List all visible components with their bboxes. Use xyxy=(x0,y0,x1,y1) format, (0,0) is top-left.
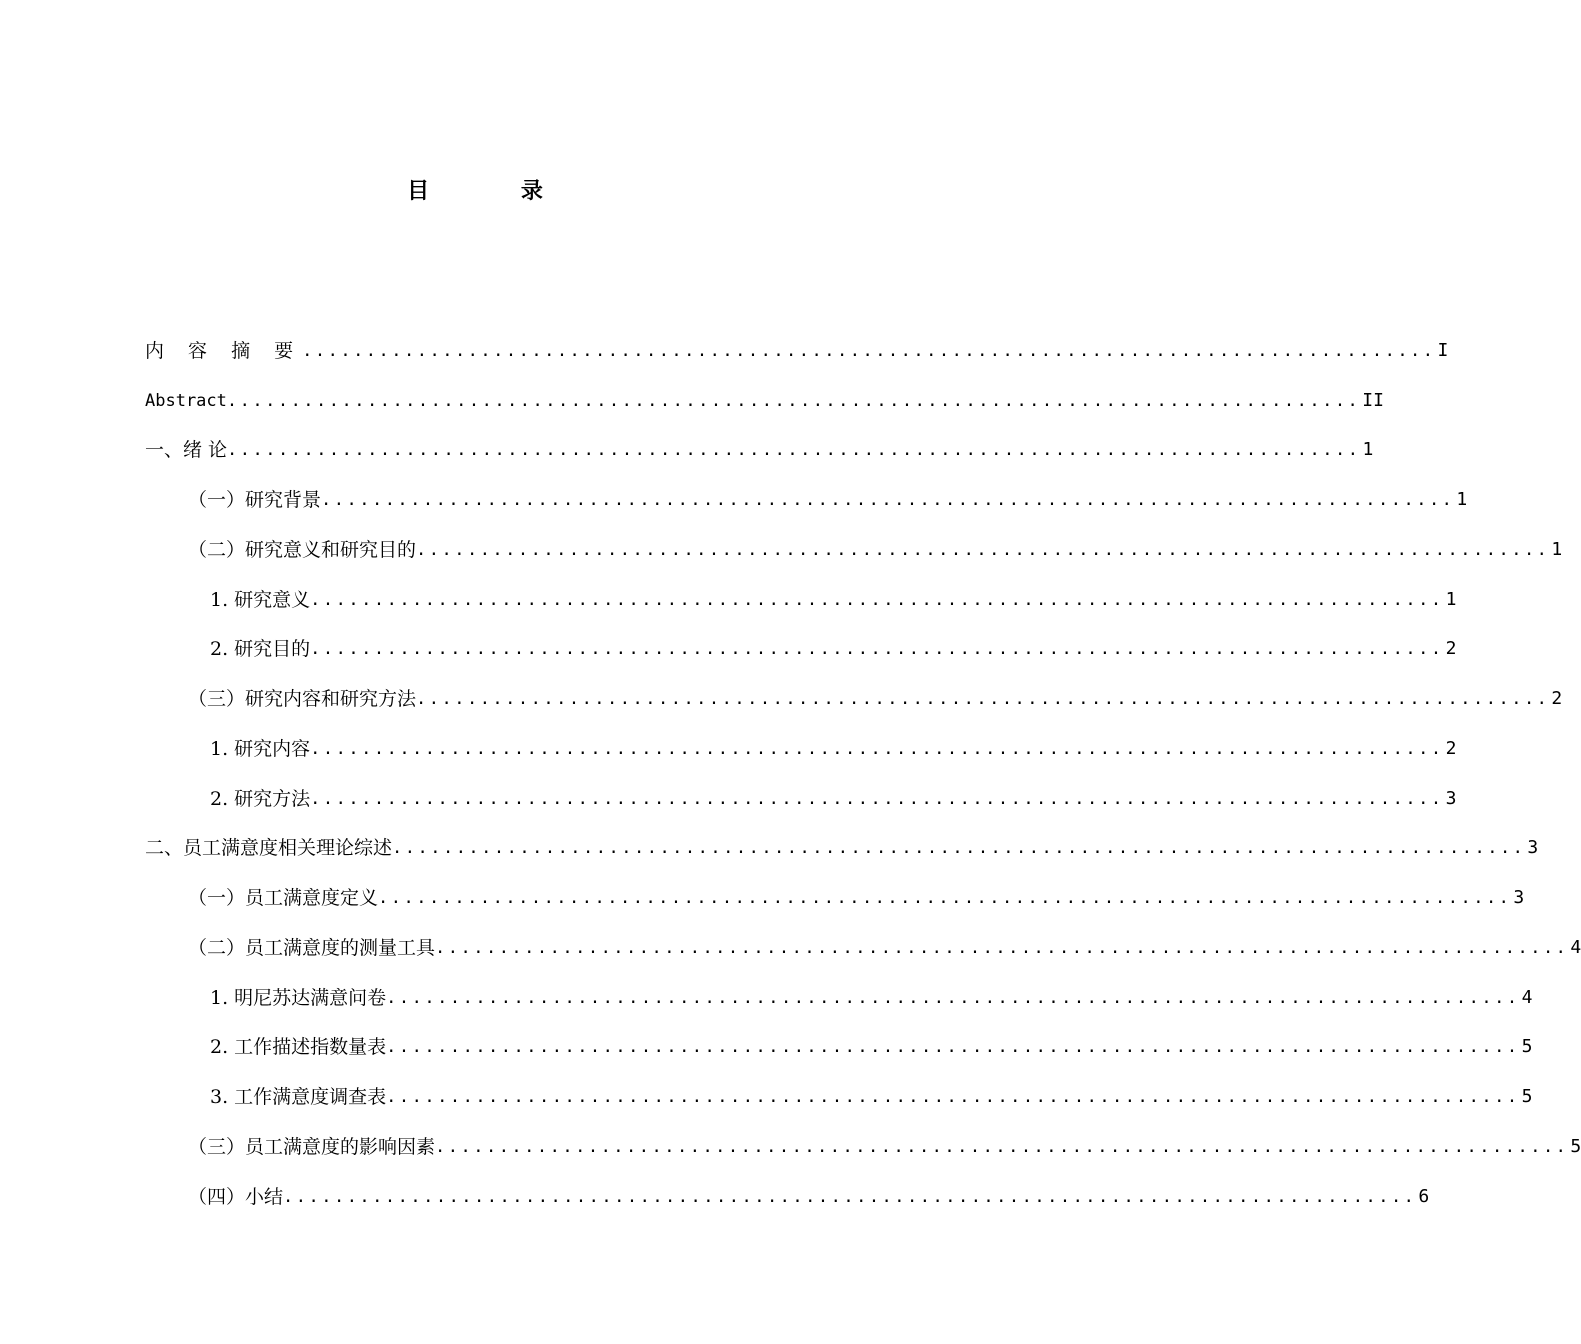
toc-entry-page: 5 xyxy=(1521,1086,1533,1107)
toc-entry-label: 3. 工作满意度调查表 xyxy=(210,1086,387,1108)
toc-entry-chapter-2[interactable] xyxy=(0,814,1539,862)
toc-leader-dots: ......................................................................................... xyxy=(310,639,1444,659)
toc-entry-page: 3 xyxy=(1527,837,1539,858)
toc-entry-1-2-1[interactable] xyxy=(0,566,1457,614)
toc-entry-page: 1 xyxy=(1362,439,1374,460)
toc-entry-page: 2 xyxy=(1445,638,1457,659)
toc-entry-label: Abstract xyxy=(145,391,227,411)
toc-entry-label: 1. 研究内容 xyxy=(210,738,311,760)
toc-entry-page: 3 xyxy=(1513,887,1525,908)
toc-entry-label: （二）研究意义和研究目的 xyxy=(188,539,417,561)
toc-entry-page: 3 xyxy=(1445,788,1457,809)
toc-entry-label: 2. 研究目的 xyxy=(210,638,311,660)
toc-entry-abstract-cn[interactable] xyxy=(0,317,1449,365)
toc-entry-page: 5 xyxy=(1570,1136,1581,1157)
toc-entry-label: （四）小结 xyxy=(188,1186,284,1208)
toc-entry-label: 2. 研究方法 xyxy=(210,788,311,810)
toc-entry-page: 4 xyxy=(1521,987,1533,1008)
toc-entry-abstract-en[interactable] xyxy=(0,367,1384,415)
toc-entry-page: 1 xyxy=(1551,539,1563,560)
toc-leader-dots: ......................................................................................... xyxy=(226,391,1361,411)
toc-entry-label: （二）员工满意度的测量工具 xyxy=(188,937,436,959)
toc-entry-2-1[interactable] xyxy=(0,864,1525,912)
toc-entry-label: （一）员工满意度定义 xyxy=(188,887,379,909)
toc-entry-chapter-1[interactable] xyxy=(0,416,1374,464)
page-title: 目 录 xyxy=(407,179,585,204)
toc-leader-dots: ......................................................................................... xyxy=(386,1087,1520,1107)
toc-leader-dots: ......................................................................................... xyxy=(416,689,1550,709)
toc-entry-label: （一）研究背景 xyxy=(188,489,322,511)
toc-entry-2-2[interactable] xyxy=(0,914,1581,962)
toc-leader-dots: ......................................................................................... xyxy=(386,1037,1520,1057)
toc-entry-label: 1. 研究意义 xyxy=(210,589,311,611)
toc-entry-1-3-1[interactable] xyxy=(0,715,1457,763)
toc-entry-2-3[interactable] xyxy=(0,1113,1581,1161)
toc-entry-page: I xyxy=(1437,340,1449,361)
toc-entry-1-3-2[interactable] xyxy=(0,765,1457,813)
toc-entry-1-2-2[interactable] xyxy=(0,615,1457,663)
toc-leader-dots: ......................................................................................... xyxy=(310,789,1444,809)
toc-entry-1-2[interactable] xyxy=(0,516,1563,564)
toc-entry-label: 内 容 摘 要 xyxy=(145,340,303,362)
toc-leader-dots: ......................................................................................... xyxy=(227,440,1361,460)
toc-entry-label: （三）研究内容和研究方法 xyxy=(188,688,417,710)
toc-leader-dots: ......................................................................................... xyxy=(302,341,1436,361)
toc-leader-dots: ......................................................................................... xyxy=(392,838,1526,858)
toc-entry-page: 1 xyxy=(1445,589,1457,610)
toc-entry-label: 1. 明尼苏达满意问卷 xyxy=(210,987,387,1009)
toc-entry-page: II xyxy=(1362,390,1384,411)
toc-entry-label: 2. 工作描述指数量表 xyxy=(210,1036,387,1058)
toc-leader-dots: ......................................................................................... xyxy=(283,1187,1417,1207)
toc-leader-dots: ......................................................................................... xyxy=(310,590,1444,610)
toc-leader-dots: ......................................................................................... xyxy=(435,1137,1569,1157)
toc-entry-label: 一、绪 论 xyxy=(145,439,228,461)
toc-leader-dots: ......................................................................................... xyxy=(435,938,1569,958)
toc-leader-dots: ......................................................................................... xyxy=(386,988,1520,1008)
toc-entry-label: 二、员工满意度相关理论综述 xyxy=(145,837,393,859)
toc-entry-2-4[interactable] xyxy=(0,1163,1430,1211)
toc-entry-page: 2 xyxy=(1551,688,1563,709)
toc-entry-page: 1 xyxy=(1456,489,1468,510)
toc-entry-label: （三）员工满意度的影响因素 xyxy=(188,1136,436,1158)
toc-entry-2-2-2[interactable] xyxy=(0,1013,1533,1061)
toc-entry-page: 6 xyxy=(1418,1186,1430,1207)
toc-entry-2-2-3[interactable] xyxy=(0,1063,1533,1111)
toc-entry-page: 5 xyxy=(1521,1036,1533,1057)
toc-entry-1-1[interactable] xyxy=(0,466,1468,514)
toc-leader-dots: ......................................................................................... xyxy=(378,888,1512,908)
toc-entry-1-3[interactable] xyxy=(0,665,1563,713)
toc-entry-2-2-1[interactable] xyxy=(0,964,1533,1012)
toc-leader-dots: ......................................................................................... xyxy=(416,540,1550,560)
toc-entry-page: 2 xyxy=(1445,738,1457,759)
toc-leader-dots: ......................................................................................... xyxy=(321,490,1455,510)
toc-entry-page: 4 xyxy=(1570,937,1581,958)
toc-leader-dots: ......................................................................................... xyxy=(310,739,1444,759)
